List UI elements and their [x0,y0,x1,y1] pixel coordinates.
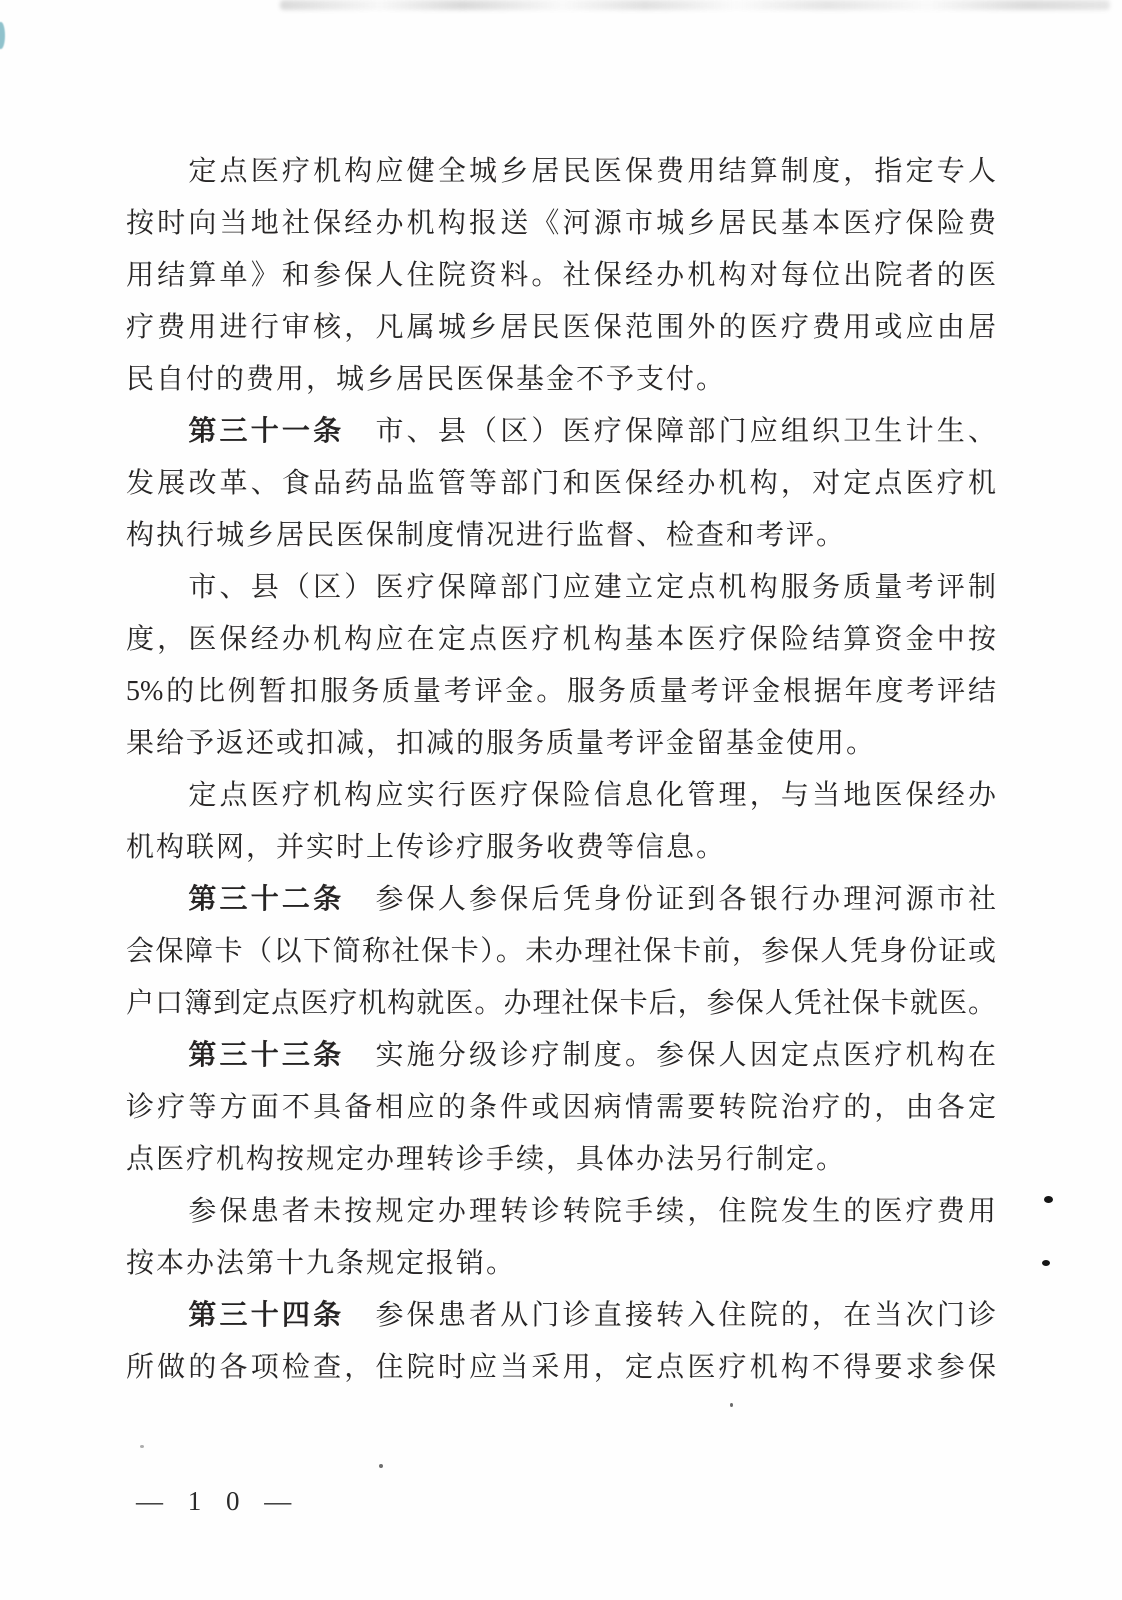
text-line: 市、县（区）医疗保障部门应建立定点机构服务质量考评制 [126,572,996,603]
scan-speck [1044,1196,1053,1203]
text-line: 按本办法第十九条规定报销。 [126,1248,517,1279]
text-line: 所做的各项检查，住院时应当采用，定点医疗机构不得要求参保 [126,1352,996,1383]
article-number: 第三十四条 [126,1300,345,1331]
text-line: 第三十四条 参保患者从门诊直接转入住院的，在当次门诊 [126,1300,996,1331]
scan-speck [140,1445,144,1448]
text-line: 第三十一条 市、县（区）医疗保障部门应组织卫生计生、 [126,416,996,447]
page-number: — 1 0 — [136,1486,301,1516]
text-line: 发展改革、食品药品监管等部门和医保经办机构，对定点医疗机 [126,468,996,499]
text-line: 第三十三条 实施分级诊疗制度。参保人因定点医疗机构在 [126,1040,996,1071]
text-line: 点医疗机构按规定办理转诊手续，具体办法另行制定。 [126,1144,847,1175]
scan-artifact-top-edge [280,0,1110,10]
text-line: 民自付的费用，城乡居民医保基金不予支付。 [126,364,727,395]
article-number: 第三十二条 [126,884,345,915]
text-line: 户口簿到定点医疗机构就医。办理社保卡后，参保人凭社保卡就医。 [126,988,996,1019]
scan-mark-teal [0,22,5,49]
text-line: 构执行城乡居民医保制度情况进行监督、检查和考评。 [126,520,847,551]
text-line: 定点医疗机构应健全城乡居民医保费用结算制度，指定专人 [126,156,996,187]
scan-speck [1042,1260,1050,1266]
text-line: 用结算单》和参保人住院资料。社保经办机构对每位出院者的医 [126,260,996,291]
text-line: 诊疗等方面不具备相应的条件或因病情需要转院治疗的，由各定 [126,1092,996,1123]
text-line: 会保障卡（以下简称社保卡）。未办理社保卡前，参保人凭身份证或 [126,936,996,967]
text-line: 参保患者未按规定办理转诊转院手续，住院发生的医疗费用 [126,1196,996,1227]
text-line: 按时向当地社保经办机构报送《河源市城乡居民基本医疗保险费 [126,208,996,239]
text-line: 机构联网，并实时上传诊疗服务收费等信息。 [126,832,727,863]
scan-speck [379,1464,383,1468]
document-body-text [126,146,996,1394]
text-line: 疗费用进行审核，凡属城乡居民医保范围外的医疗费用或应由居 [126,312,996,343]
text-line: 果给予返还或扣减，扣减的服务质量考评金留基金使用。 [126,728,877,759]
text-line: 第三十二条 参保人参保后凭身份证到各银行办理河源市社 [126,884,996,915]
scan-speck [730,1403,733,1407]
text-line: 度，医保经办机构应在定点医疗机构基本医疗保险结算资金中按 [126,624,996,655]
text-line: 5%的比例暂扣服务质量考评金。服务质量考评金根据年度考评结 [126,676,996,707]
article-number: 第三十三条 [126,1040,345,1071]
text-line: 定点医疗机构应实行医疗保险信息化管理，与当地医保经办 [126,780,996,811]
article-number: 第三十一条 [126,416,345,447]
